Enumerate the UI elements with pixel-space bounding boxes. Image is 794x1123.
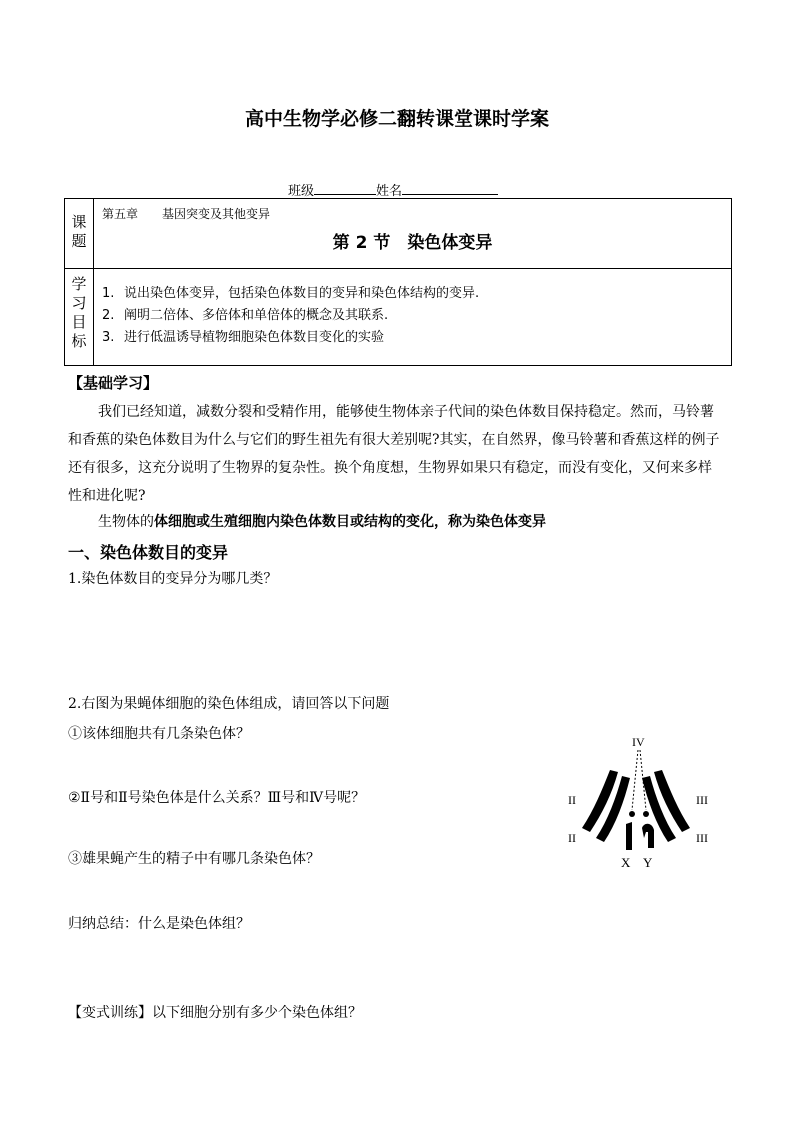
label-iii-top: III — [696, 793, 708, 807]
exercise-heading: 【变式训练】以下细胞分别有多少个染色体组？ — [68, 1005, 362, 1021]
intro-line: 性和进化呢? — [68, 488, 146, 504]
lesson-info-table — [64, 198, 732, 366]
summary-question: 归纳总结：什么是染色体组？ — [68, 916, 250, 932]
definition-bold: 体细胞或生殖细胞内染色体数目或结构的变化，称为染色体变异 — [154, 514, 546, 530]
page-title: 高中生物学必修二翻转课堂课时学案 — [244, 108, 549, 130]
chapter-title: 第五章 基因突变及其他变异 — [102, 207, 271, 221]
goals-label-char: 学 — [71, 275, 87, 293]
goal-item — [102, 327, 731, 349]
class-label: 班级 — [288, 184, 315, 199]
goal-number: 2. — [102, 308, 115, 323]
intro-line: 我们已经知道，减数分裂和受精作用，能够使生物体亲子代间的染色体数目保持稳定。然而，马铃薯 — [98, 404, 714, 420]
goal-text: 进行低温诱导植物细胞染色体数目变化的实验 — [124, 330, 385, 345]
section-title: 第 2 节 染色体变异 — [332, 233, 493, 253]
topic-cell — [94, 199, 732, 269]
question-2b: ②Ⅱ号和Ⅱ号染色体是什么关系？Ⅲ号和Ⅳ号呢？ — [68, 790, 366, 806]
intro-line: 和香蕉的染色体数目为什么与它们的野生祖先有很大差别呢?其实，在自然界，像马铃薯和香蕉这样的例子 — [68, 432, 720, 448]
goal-text: 阐明二倍体、多倍体和单倍体的概念及其联系. — [124, 308, 389, 323]
chromosome-iv-right — [643, 811, 649, 817]
question-2a: ①该体细胞共有几条染色体？ — [68, 726, 250, 742]
goal-text: 说出染色体变异，包括染色体数目的变异和染色体结构的变异. — [124, 286, 480, 301]
goals-label-cell — [65, 269, 94, 366]
chromosome-x — [626, 822, 632, 850]
section-heading: 一、染色体数目的变异 — [68, 543, 229, 562]
label-ii-bottom: II — [568, 831, 576, 845]
goal-number: 3. — [102, 330, 115, 345]
label-ii-top: II — [568, 793, 576, 807]
label-y: Y — [643, 855, 653, 870]
topic-label-char: 课 — [71, 213, 87, 231]
goals-cell — [94, 269, 732, 366]
topic-label-cell — [65, 199, 94, 269]
fruit-fly-chromosome-figure — [560, 728, 720, 878]
goal-number: 1. — [102, 286, 115, 301]
label-iii-bottom: III — [696, 831, 708, 845]
label-iv: IV — [632, 735, 645, 749]
goals-label-char: 习 — [71, 294, 87, 312]
chromosome-iv-left — [629, 811, 635, 817]
question-2c: ③雄果蝇产生的精子中有哪几条染色体？ — [68, 851, 320, 867]
label-x: X — [621, 855, 631, 870]
pointer-line-left — [632, 750, 638, 810]
definition-prefix: 生物体的 — [98, 514, 154, 530]
class-blank[interactable] — [314, 182, 376, 195]
goals-label-char: 标 — [71, 332, 87, 350]
goal-item — [102, 305, 731, 327]
chromosome-y — [642, 824, 654, 848]
goals-label-char: 目 — [71, 313, 87, 331]
goals-list — [94, 269, 731, 349]
intro-line: 还有很多，这充分说明了生物界的复杂性。换个角度想，生物界如果只有稳定，而没有变化，又何来多样 — [68, 460, 712, 476]
name-label: 姓名 — [376, 184, 403, 199]
goal-item — [102, 283, 731, 305]
topic-label-char: 题 — [71, 232, 87, 250]
question-2: 2.右图为果蝇体细胞的染色体组成，请回答以下问题 — [68, 696, 390, 712]
name-blank[interactable] — [402, 182, 498, 195]
basic-learning-header: 【基础学习】 — [68, 374, 159, 392]
question-1: 1.染色体数目的变异分为哪几类？ — [68, 571, 278, 587]
definition-line — [98, 508, 546, 536]
class-name-line — [288, 180, 498, 199]
